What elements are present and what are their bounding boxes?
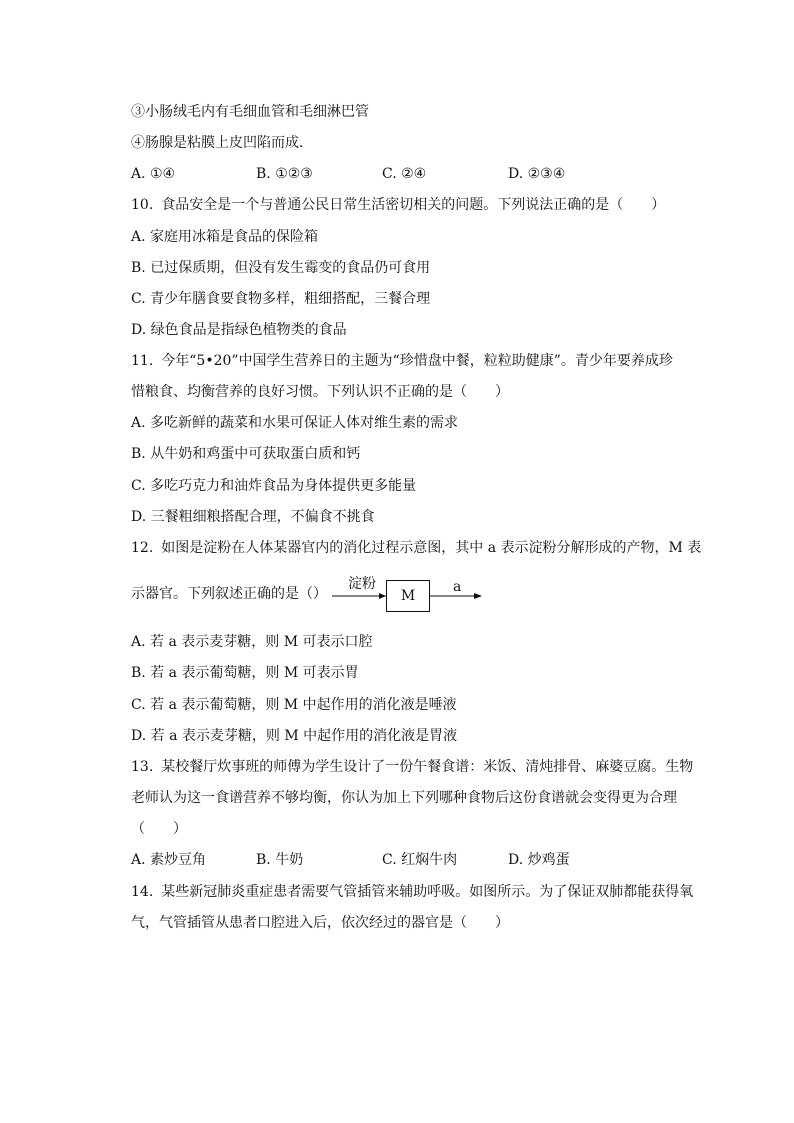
q13-stem-text-1: 某校餐厅炊事班的师傅为学生设计了一份午餐食谱：米饭、清炖排骨、麻婆豆腐。生物 (161, 759, 694, 775)
q9-statement-3: ③小肠绒毛内有毛细血管和毛细淋巴管 (131, 104, 369, 120)
digestion-diagram (330, 576, 500, 616)
q11-option-c: C. 多吃巧克力和油炸食品为身体提供更多能量 (131, 478, 417, 494)
q13-stem-line2: 老师认为这一食谱营养不够均衡，你认为加上下列哪种食物后这份食谱就会变得更为合理 (131, 790, 677, 806)
q14-number: 14. (131, 884, 154, 900)
q9-option-c: C. ②④ (382, 166, 427, 182)
q12-option-d: D. 若 a 表示麦芽糖，则 M 中起作用的消化液是胃液 (131, 728, 458, 744)
q13-stem-line1 (131, 757, 693, 777)
q9-statement-4: ④肠腺是粘膜上皮凹陷而成． (131, 135, 313, 151)
q14-stem-line1 (131, 882, 693, 902)
q10-option-b: B. 已过保质期，但没有发生霉变的食品仍可食用 (131, 260, 431, 276)
q13-option-d: D. 炒鸡蛋 (508, 852, 570, 868)
q12-stem-line2: 示器官。下列叙述正确的是（） (131, 586, 327, 602)
q9-options (131, 164, 731, 184)
q12-stem-line1 (131, 538, 701, 558)
diagram-output-label: a (453, 579, 462, 595)
q13-stem-line3: （ ） (131, 821, 187, 837)
diagram-input-label: 淀粉 (348, 576, 376, 592)
q12-option-b: B. 若 a 表示葡萄糖，则 M 可表示胃 (131, 665, 359, 681)
q10-stem-text: 食品安全是一个与普通公民日常生活密切相关的问题。下列说法正确的是（ ） (161, 197, 666, 213)
q11-stem-text-1: 今年“5•20”中国学生营养日的主题为“珍惜盘中餐，粒粒助健康”。青少年要养成珍 (161, 353, 673, 369)
q9-option-d: D. ②③④ (508, 166, 566, 182)
organ-m-box: M (386, 580, 430, 612)
q14-stem-line2: 气，气管插管从患者口腔进入后，依次经过的器官是（ ） (131, 915, 509, 931)
q11-stem-line2: 惜粮食、均衡营养的良好习惯。下列认识不正确的是（ ） (131, 384, 509, 400)
q13-number: 13. (131, 759, 154, 775)
q10-option-c: C. 青少年膳食要食物多样，粗细搭配，三餐合理 (131, 291, 431, 307)
q10-number: 10. (131, 197, 154, 213)
q10-option-a: A. 家庭用冰箱是食品的保险箱 (131, 229, 319, 245)
q13-options (131, 850, 731, 870)
q13-option-a: A. 素炒豆角 (131, 852, 207, 868)
q13-option-b: B. 牛奶 (256, 852, 304, 868)
q12-stem-text-1: 如图是淀粉在人体某器官内的消化过程示意图，其中 a 表示淀粉分解形成的产物，M 表 (161, 540, 702, 556)
q9-option-b: B. ①②③ (256, 166, 313, 182)
q12-option-a: A. 若 a 表示麦芽糖，则 M 可表示口腔 (131, 634, 373, 650)
q11-option-a: A. 多吃新鲜的蔬菜和水果可保证人体对维生素的需求 (131, 415, 459, 431)
q10-stem (131, 195, 665, 215)
q11-stem-line1 (131, 351, 673, 371)
q14-stem-text-1: 某些新冠肺炎重症患者需要气管插管来辅助呼吸。如图所示。为了保证双肺都能获得氧 (161, 884, 694, 900)
q10-option-d: D. 绿色食品是指绿色植物类的食品 (131, 322, 347, 338)
q12-option-c: C. 若 a 表示葡萄糖，则 M 中起作用的消化液是唾液 (131, 697, 457, 713)
q11-number: 11. (131, 353, 154, 369)
q11-option-b: B. 从牛奶和鸡蛋中可获取蛋白质和钙 (131, 446, 361, 462)
q11-option-d: D. 三餐粗细粮搭配合理，不偏食不挑食 (131, 509, 375, 525)
q13-option-c: C. 红焖牛肉 (382, 852, 458, 868)
q12-number: 12. (131, 540, 154, 556)
q9-option-a: A. ①④ (131, 166, 176, 182)
